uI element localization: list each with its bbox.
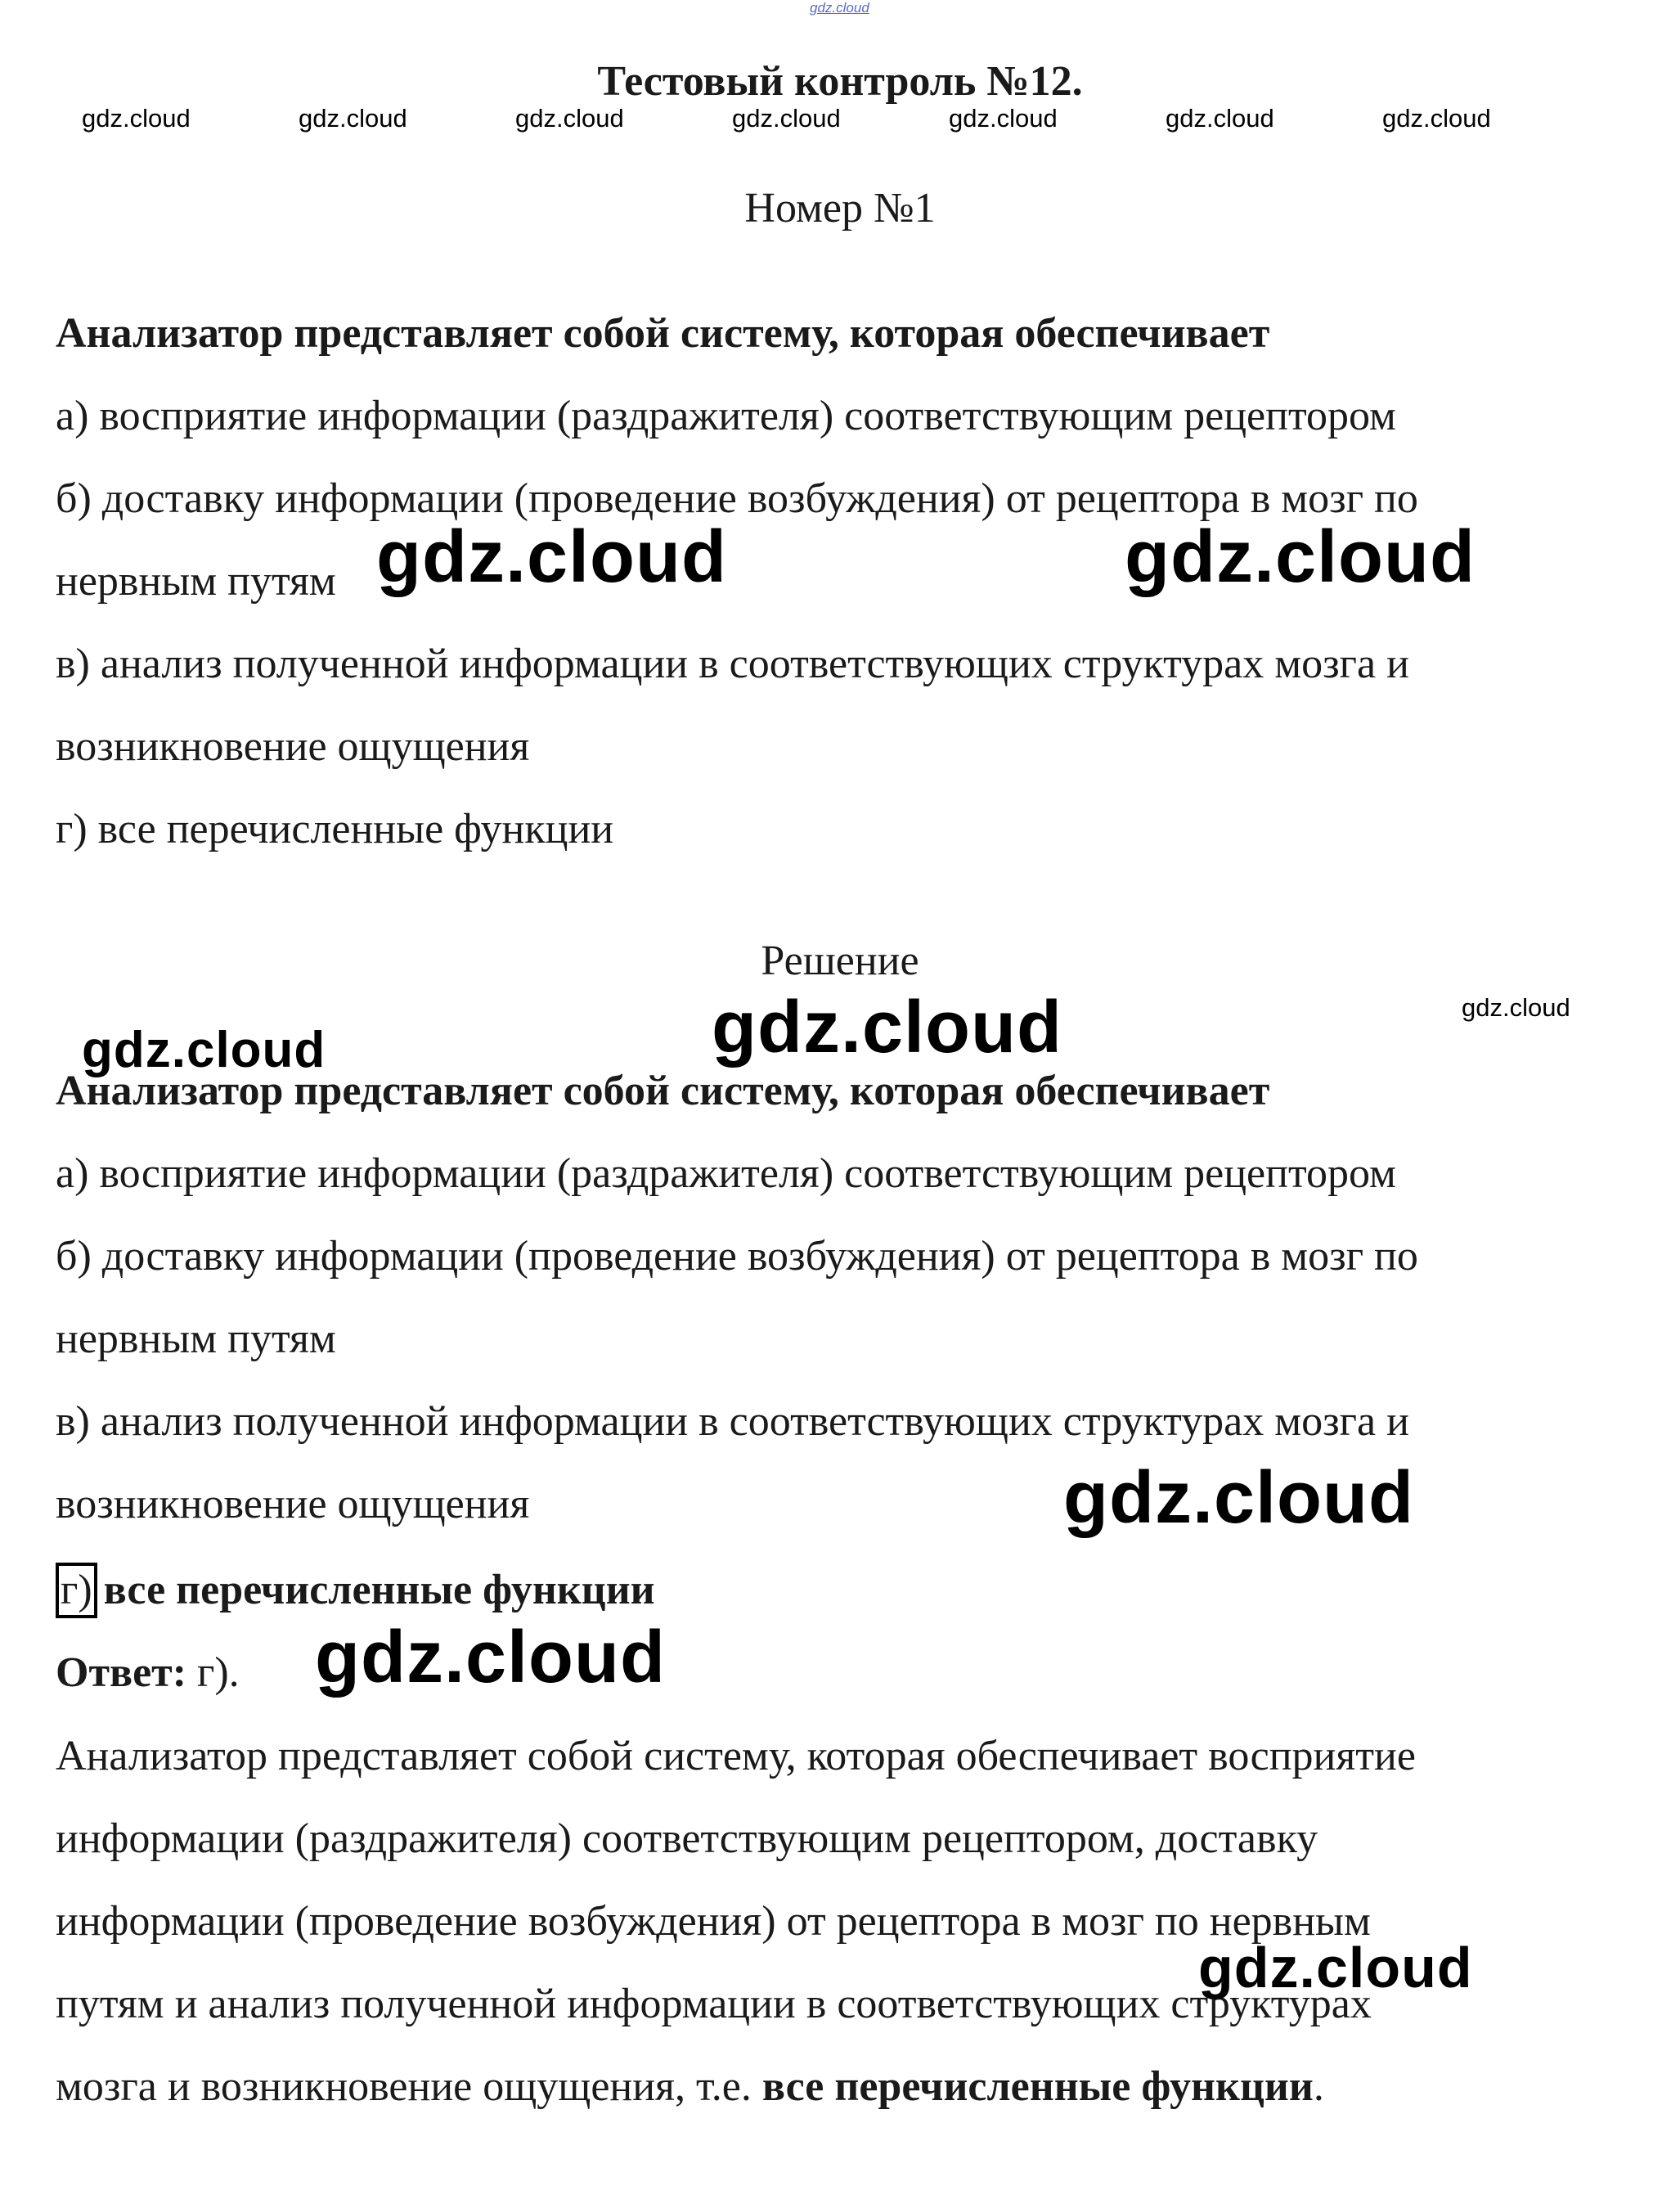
question-option-line: в) анализ полученной информации в соответствующих структурах мозга и <box>56 641 1409 687</box>
watermark-small: gdz.cloud <box>1462 993 1570 1022</box>
solution-option-line: в) анализ полученной информации в соответствующих структурах мозга и <box>56 1398 1409 1445</box>
watermark-large: gdz.cloud <box>315 1617 666 1698</box>
watermark-large: gdz.cloud <box>1125 516 1476 598</box>
solution-option-line: а) восприятие информации (раздражителя) соответствующим рецептором <box>56 1150 1396 1197</box>
question-stem: Анализатор представляет собой систему, которая обеспечивает <box>56 310 1270 357</box>
explanation-line: информации (проведение возбуждения) от рецептора в мозг по нервным <box>56 1898 1371 1945</box>
correct-option-text: все перечисленные функции <box>103 1567 655 1613</box>
watermark-small: gdz.cloud <box>82 104 191 133</box>
watermark-tiny: gdz.cloud <box>810 0 869 16</box>
watermark-small: gdz.cloud <box>1166 104 1274 133</box>
solution-stem: Анализатор представляет собой систему, которая обеспечивает <box>56 1068 1270 1114</box>
watermark-medium: gdz.cloud <box>1198 1936 1473 1999</box>
watermark-small: gdz.cloud <box>299 104 407 133</box>
watermark-medium: gdz.cloud <box>82 1022 326 1078</box>
watermark-small: gdz.cloud <box>732 104 841 133</box>
explanation-line: информации (раздражителя) соответствующим рецептором, доставку <box>56 1815 1318 1862</box>
explanation-line-last <box>56 2062 1324 2111</box>
answer-value: г). <box>197 1649 240 1696</box>
watermark-small: gdz.cloud <box>515 104 624 133</box>
answer-label: Ответ: <box>56 1649 187 1696</box>
solution-heading: Решение <box>761 938 919 984</box>
solution-option-line: возникновение ощущения <box>56 1481 530 1527</box>
watermark-large: gdz.cloud <box>1063 1457 1414 1539</box>
solution-option-line: б) доставку информации (проведение возбуждения) от рецептора в мозг по <box>56 1233 1418 1280</box>
question-option-line: г) все перечисленные функции <box>56 806 614 852</box>
explanation-last-suffix: . <box>1313 2063 1324 2110</box>
watermark-small: gdz.cloud <box>949 104 1058 133</box>
watermark-large: gdz.cloud <box>712 987 1062 1068</box>
question-option-line: возникновение ощущения <box>56 723 530 770</box>
question-option-line: а) восприятие информации (раздражителя) соответствующим рецептором <box>56 393 1396 439</box>
correct-option <box>56 1563 655 1618</box>
question-number: Номер №1 <box>744 185 936 232</box>
correct-option-letter: г) <box>56 1563 97 1618</box>
question-option-line: нервным путям <box>56 558 336 605</box>
page-title: Тестовый контроль №12. <box>597 58 1083 105</box>
answer-line <box>56 1648 240 1697</box>
explanation-last-bold: все перечисленные функции <box>761 2063 1314 2110</box>
explanation-last-prefix: мозга и возникновение ощущения, т.е. <box>56 2063 752 2110</box>
explanation-line: путям и анализ полученной информации в соответствующих структурах <box>56 1981 1372 2027</box>
solution-option-line: нервным путям <box>56 1316 336 1362</box>
watermark-large: gdz.cloud <box>376 516 727 598</box>
watermark-small: gdz.cloud <box>1382 104 1491 133</box>
explanation-line: Анализатор представляет собой систему, которая обеспечивает восприятие <box>56 1733 1416 1779</box>
question-option-line: б) доставку информации (проведение возбуждения) от рецептора в мозг по <box>56 475 1418 522</box>
